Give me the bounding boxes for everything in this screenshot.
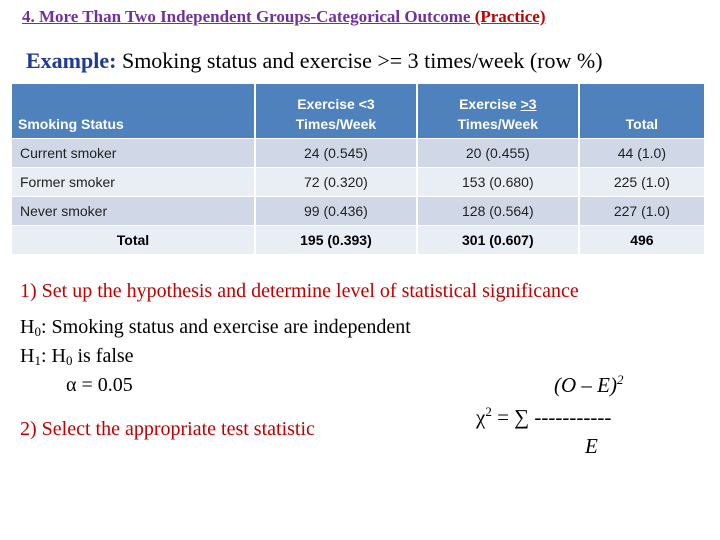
step2-heading: 2) Select the appropriate test statistic xyxy=(20,418,315,440)
example-line xyxy=(26,48,603,74)
cell-status: Former smoker xyxy=(12,168,255,197)
formula-numerator: (O – E)$^2$ xyxy=(554,372,624,397)
cell-total-label: Total xyxy=(12,226,255,255)
cell-lt3: 99 (0.436) xyxy=(255,197,417,226)
significance-level: α = 0.05 xyxy=(66,374,133,396)
step1-heading: 1) Set up the hypothesis and determine level of statistical significance xyxy=(20,280,579,302)
cell-ge3: 20 (0.455) xyxy=(417,139,579,168)
slide-title xyxy=(22,7,546,27)
cell-ge3: 128 (0.564) xyxy=(417,197,579,226)
example-text: Smoking status and exercise >= 3 times/week (row %) xyxy=(121,48,603,73)
cell-ge3: 153 (0.680) xyxy=(417,168,579,197)
cell-total-ge3: 301 (0.607) xyxy=(417,226,579,255)
cell-total-total: 496 xyxy=(579,226,704,255)
cell-status: Never smoker xyxy=(12,197,255,226)
cell-lt3: 72 (0.320) xyxy=(255,168,417,197)
cell-total: 225 (1.0) xyxy=(579,168,704,197)
slide-title-text: 4. More Than Two Independent Groups-Categorical Outcome xyxy=(22,7,471,26)
table-row xyxy=(12,168,704,197)
cell-total: 227 (1.0) xyxy=(579,197,704,226)
table-total-row xyxy=(12,226,704,255)
formula-chi-square: $\chi^2$ = ∑ ----------- xyxy=(476,404,612,429)
formula-denominator: E xyxy=(585,434,598,458)
alternative-hypothesis: $H_1$: $H_0$ is false xyxy=(20,345,134,368)
cell-lt3: 24 (0.545) xyxy=(255,139,417,168)
header-smoking-status: Smoking Status xyxy=(12,84,255,139)
header-exercise-lt3: Exercise <3 Times/Week xyxy=(255,84,417,139)
header-exercise-ge3: Exercise >3 Times/Week xyxy=(417,84,579,139)
cell-total-lt3: 195 (0.393) xyxy=(255,226,417,255)
practice-tag: (Practice) xyxy=(474,7,546,26)
table-row xyxy=(12,197,704,226)
cell-total: 44 (1.0) xyxy=(579,139,704,168)
table-row xyxy=(12,139,704,168)
cell-status: Current smoker xyxy=(12,139,255,168)
header-total: Total xyxy=(579,84,704,139)
table-header-row xyxy=(12,84,704,139)
example-label: Example: xyxy=(26,48,117,73)
contingency-table xyxy=(12,84,704,254)
null-hypothesis: $H_0$: Smoking status and exercise are independent xyxy=(20,316,411,339)
